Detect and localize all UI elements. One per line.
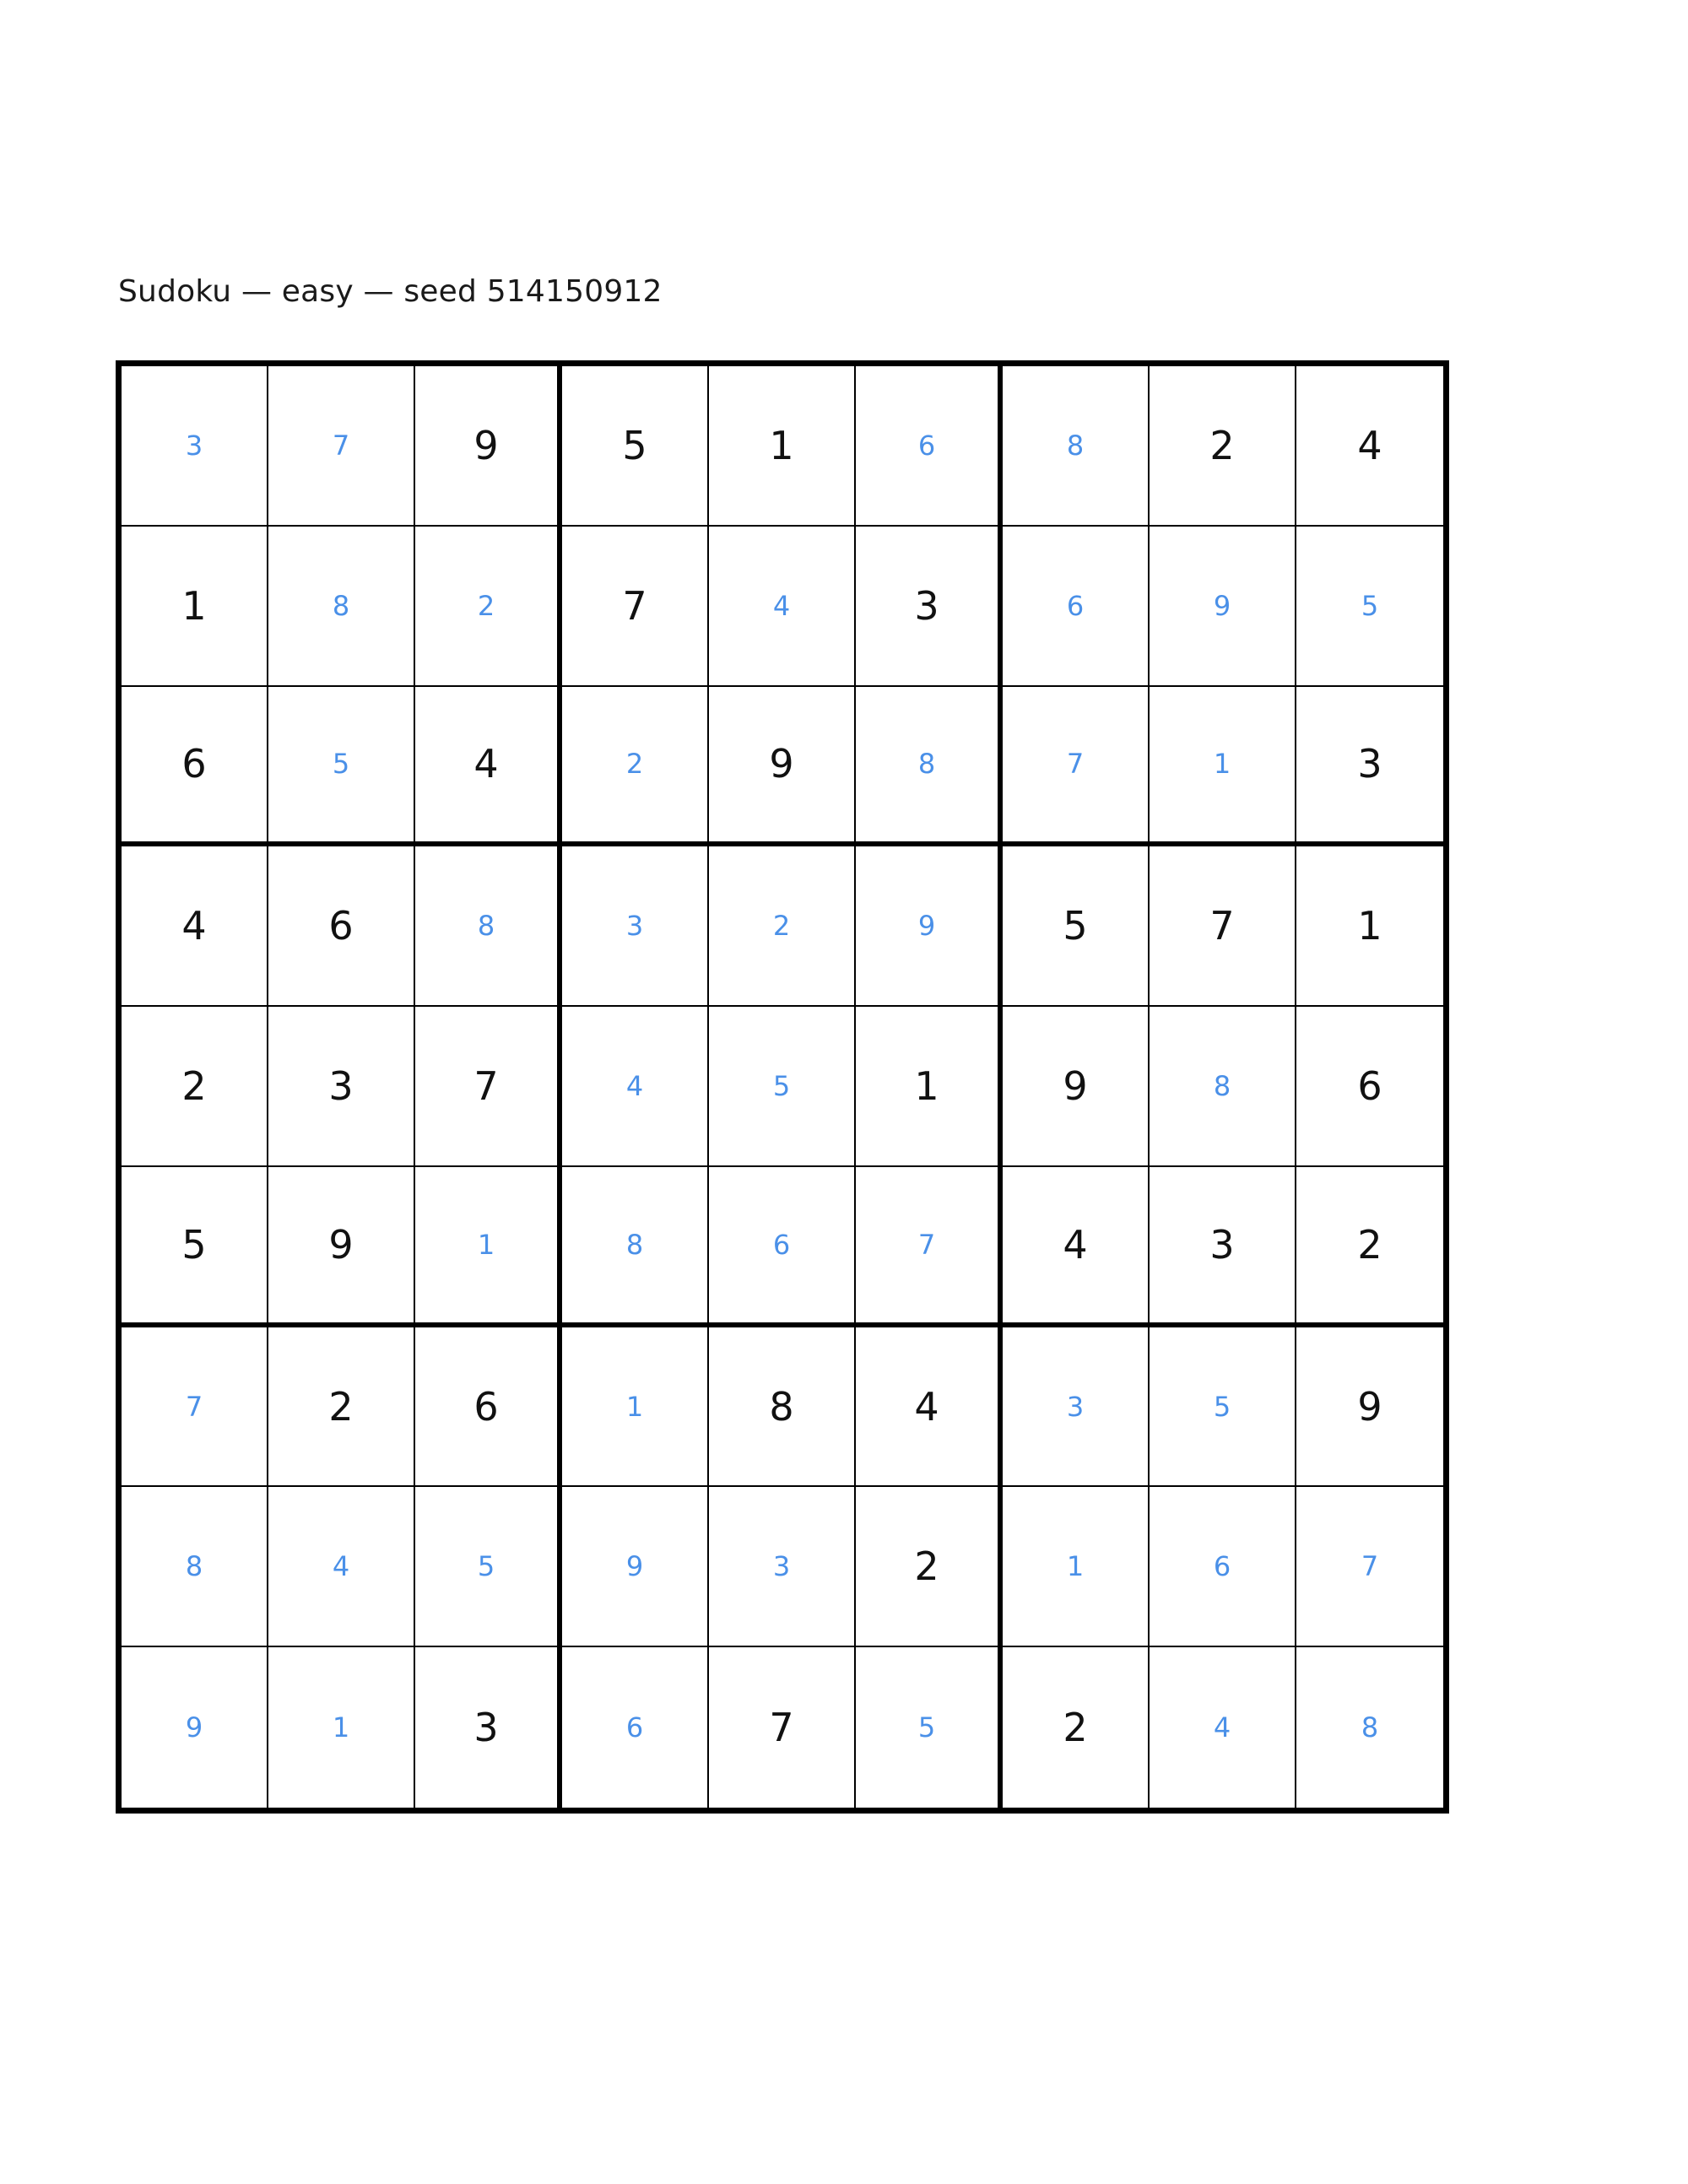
sudoku-cell-r4c4[interactable] (562, 846, 709, 1007)
sudoku-cell-r4c9[interactable] (1296, 846, 1443, 1007)
sudoku-cell-r8c3[interactable] (415, 1487, 562, 1647)
sudoku-cell-r9c5[interactable] (709, 1647, 856, 1808)
cell-filled-value: 1 (1213, 748, 1231, 781)
sudoku-cell-r4c6[interactable] (856, 846, 1003, 1007)
sudoku-cell-r2c3[interactable] (415, 527, 562, 687)
sudoku-cell-r4c1[interactable] (122, 846, 268, 1007)
page-title: Sudoku — easy — seed 514150912 (118, 274, 663, 309)
sudoku-cell-r6c1[interactable] (122, 1167, 268, 1327)
sudoku-cell-r6c3[interactable] (415, 1167, 562, 1327)
cell-filled-value: 5 (332, 748, 350, 781)
cell-given-value: 4 (473, 741, 499, 787)
sudoku-cell-r5c7[interactable] (1003, 1007, 1150, 1167)
cell-given-value: 1 (914, 1062, 939, 1109)
cell-filled-value: 2 (625, 748, 644, 781)
sudoku-cell-r1c7[interactable] (1003, 366, 1150, 527)
cell-given-value: 1 (769, 422, 794, 468)
cell-filled-value: 8 (625, 1228, 644, 1261)
cell-given-value: 7 (1209, 903, 1235, 949)
sudoku-cell-r3c1[interactable] (122, 687, 268, 847)
sudoku-cell-r1c4[interactable] (562, 366, 709, 527)
cell-filled-value: 9 (185, 1711, 203, 1744)
sudoku-cell-r7c8[interactable] (1150, 1327, 1296, 1488)
cell-filled-value: 7 (1066, 748, 1085, 781)
cell-given-value: 7 (473, 1062, 499, 1109)
cell-given-value: 9 (328, 1221, 354, 1268)
cell-filled-value: 2 (772, 910, 791, 943)
sudoku-cell-r2c8[interactable] (1150, 527, 1296, 687)
sudoku-cell-r5c5[interactable] (709, 1007, 856, 1167)
cell-filled-value: 6 (772, 1228, 791, 1261)
cell-filled-value: 8 (477, 910, 495, 943)
sudoku-cell-r1c1[interactable] (122, 366, 268, 527)
cell-given-value: 1 (181, 582, 207, 629)
cell-filled-value: 1 (332, 1711, 350, 1744)
sudoku-cell-r7c6[interactable] (856, 1327, 1003, 1488)
cell-given-value: 9 (1357, 1383, 1382, 1430)
sudoku-cell-r3c7[interactable] (1003, 687, 1150, 847)
sudoku-cell-r7c4[interactable] (562, 1327, 709, 1488)
sudoku-cell-r3c4[interactable] (562, 687, 709, 847)
sudoku-cell-r7c1[interactable] (122, 1327, 268, 1488)
cell-filled-value: 7 (332, 429, 350, 462)
cell-given-value: 2 (1209, 422, 1235, 468)
cell-filled-value: 2 (477, 589, 495, 622)
cell-given-value: 8 (769, 1383, 794, 1430)
sudoku-cell-r6c9[interactable] (1296, 1167, 1443, 1327)
cell-given-value: 6 (1357, 1062, 1382, 1109)
cell-given-value: 2 (328, 1383, 354, 1430)
sudoku-cell-r7c2[interactable] (268, 1327, 415, 1488)
sudoku-cell-r8c4[interactable] (562, 1487, 709, 1647)
cell-filled-value: 7 (1361, 1550, 1379, 1583)
sudoku-cell-r1c2[interactable] (268, 366, 415, 527)
cell-given-value: 4 (1357, 422, 1382, 468)
cell-given-value: 9 (473, 422, 499, 468)
cell-filled-value: 4 (332, 1550, 350, 1583)
sudoku-cell-r2c4[interactable] (562, 527, 709, 687)
sudoku-cell-r6c7[interactable] (1003, 1167, 1150, 1327)
sudoku-cell-r1c3[interactable] (415, 366, 562, 527)
cell-given-value: 2 (1063, 1705, 1088, 1751)
sudoku-cell-r9c2[interactable] (268, 1647, 415, 1808)
cell-filled-value: 3 (185, 429, 203, 462)
sudoku-cell-r8c9[interactable] (1296, 1487, 1443, 1647)
sudoku-cell-r7c9[interactable] (1296, 1327, 1443, 1488)
cell-filled-value: 8 (1066, 429, 1085, 462)
cell-filled-value: 5 (1213, 1390, 1231, 1423)
cell-given-value: 3 (914, 582, 939, 629)
cell-given-value: 3 (328, 1062, 354, 1109)
sudoku-cell-r5c8[interactable] (1150, 1007, 1296, 1167)
cell-filled-value: 6 (917, 429, 936, 462)
cell-filled-value: 8 (332, 589, 350, 622)
cell-given-value: 5 (1063, 903, 1088, 949)
cell-filled-value: 4 (625, 1069, 644, 1102)
cell-filled-value: 9 (625, 1550, 644, 1583)
cell-given-value: 9 (1063, 1062, 1088, 1109)
sudoku-cell-r2c9[interactable] (1296, 527, 1443, 687)
cell-filled-value: 1 (625, 1390, 644, 1423)
sudoku-cell-r8c2[interactable] (268, 1487, 415, 1647)
cell-given-value: 3 (1357, 741, 1382, 787)
sudoku-cell-r7c5[interactable] (709, 1327, 856, 1488)
sudoku-board[interactable] (116, 360, 1449, 1814)
sudoku-cell-r7c3[interactable] (415, 1327, 562, 1488)
cell-given-value: 4 (914, 1383, 939, 1430)
sudoku-cell-r2c5[interactable] (709, 527, 856, 687)
cell-filled-value: 5 (917, 1711, 936, 1744)
cell-given-value: 6 (181, 741, 207, 787)
cell-given-value: 6 (473, 1383, 499, 1430)
cell-given-value: 7 (769, 1705, 794, 1751)
sudoku-cell-r8c7[interactable] (1003, 1487, 1150, 1647)
sudoku-cell-r1c5[interactable] (709, 366, 856, 527)
sudoku-cell-r1c6[interactable] (856, 366, 1003, 527)
cell-given-value: 6 (328, 903, 354, 949)
sudoku-cell-r4c2[interactable] (268, 846, 415, 1007)
cell-given-value: 3 (473, 1705, 499, 1751)
cell-given-value: 7 (622, 582, 647, 629)
sudoku-cell-r3c5[interactable] (709, 687, 856, 847)
cell-given-value: 2 (914, 1543, 939, 1590)
sudoku-cell-r4c7[interactable] (1003, 846, 1150, 1007)
cell-filled-value: 8 (185, 1550, 203, 1583)
cell-given-value: 3 (1209, 1221, 1235, 1268)
cell-filled-value: 1 (477, 1228, 495, 1261)
sudoku-cell-r1c8[interactable] (1150, 366, 1296, 527)
cell-filled-value: 6 (1066, 589, 1085, 622)
cell-filled-value: 3 (625, 910, 644, 943)
cell-filled-value: 9 (917, 910, 936, 943)
sudoku-cell-r9c4[interactable] (562, 1647, 709, 1808)
cell-filled-value: 3 (772, 1550, 791, 1583)
sudoku-cell-r5c1[interactable] (122, 1007, 268, 1167)
cell-filled-value: 9 (1213, 589, 1231, 622)
cell-given-value: 4 (1063, 1221, 1088, 1268)
sudoku-cell-r6c8[interactable] (1150, 1167, 1296, 1327)
sudoku-cell-r2c1[interactable] (122, 527, 268, 687)
cell-filled-value: 4 (772, 589, 791, 622)
cell-given-value: 2 (181, 1062, 207, 1109)
sudoku-cell-r9c1[interactable] (122, 1647, 268, 1808)
cell-filled-value: 7 (917, 1228, 936, 1261)
sudoku-cell-r7c7[interactable] (1003, 1327, 1150, 1488)
sudoku-cell-r5c3[interactable] (415, 1007, 562, 1167)
sudoku-cell-r5c9[interactable] (1296, 1007, 1443, 1167)
sudoku-cell-r3c6[interactable] (856, 687, 1003, 847)
sudoku-cell-r2c7[interactable] (1003, 527, 1150, 687)
cell-filled-value: 5 (772, 1069, 791, 1102)
cell-filled-value: 8 (917, 748, 936, 781)
sudoku-cell-r6c6[interactable] (856, 1167, 1003, 1327)
sudoku-cell-r2c6[interactable] (856, 527, 1003, 687)
cell-given-value: 1 (1357, 903, 1382, 949)
sudoku-cell-r8c1[interactable] (122, 1487, 268, 1647)
sudoku-cell-r9c8[interactable] (1150, 1647, 1296, 1808)
cell-filled-value: 5 (1361, 589, 1379, 622)
sudoku-grid[interactable] (122, 366, 1443, 1808)
cell-filled-value: 6 (1213, 1550, 1231, 1583)
sudoku-cell-r4c5[interactable] (709, 846, 856, 1007)
sudoku-cell-r5c4[interactable] (562, 1007, 709, 1167)
cell-given-value: 5 (622, 422, 647, 468)
sudoku-cell-r3c8[interactable] (1150, 687, 1296, 847)
sudoku-cell-r2c2[interactable] (268, 527, 415, 687)
sudoku-cell-r9c7[interactable] (1003, 1647, 1150, 1808)
sudoku-cell-r3c2[interactable] (268, 687, 415, 847)
cell-filled-value: 3 (1066, 1390, 1085, 1423)
cell-filled-value: 7 (185, 1390, 203, 1423)
sudoku-cell-r4c3[interactable] (415, 846, 562, 1007)
sudoku-cell-r8c8[interactable] (1150, 1487, 1296, 1647)
sudoku-cell-r6c5[interactable] (709, 1167, 856, 1327)
sudoku-cell-r9c6[interactable] (856, 1647, 1003, 1808)
sudoku-cell-r6c2[interactable] (268, 1167, 415, 1327)
sudoku-cell-r8c6[interactable] (856, 1487, 1003, 1647)
sudoku-cell-r5c2[interactable] (268, 1007, 415, 1167)
sudoku-cell-r3c9[interactable] (1296, 687, 1443, 847)
cell-filled-value: 8 (1213, 1069, 1231, 1102)
sudoku-cell-r1c9[interactable] (1296, 366, 1443, 527)
sudoku-cell-r4c8[interactable] (1150, 846, 1296, 1007)
cell-given-value: 2 (1357, 1221, 1382, 1268)
cell-filled-value: 5 (477, 1550, 495, 1583)
cell-given-value: 9 (769, 741, 794, 787)
cell-given-value: 4 (181, 903, 207, 949)
cell-given-value: 5 (181, 1221, 207, 1268)
sudoku-cell-r6c4[interactable] (562, 1167, 709, 1327)
cell-filled-value: 1 (1066, 1550, 1085, 1583)
cell-filled-value: 8 (1361, 1711, 1379, 1744)
sudoku-cell-r9c9[interactable] (1296, 1647, 1443, 1808)
sudoku-cell-r5c6[interactable] (856, 1007, 1003, 1167)
sudoku-cell-r9c3[interactable] (415, 1647, 562, 1808)
cell-filled-value: 4 (1213, 1711, 1231, 1744)
cell-filled-value: 6 (625, 1711, 644, 1744)
sudoku-cell-r8c5[interactable] (709, 1487, 856, 1647)
sudoku-cell-r3c3[interactable] (415, 687, 562, 847)
